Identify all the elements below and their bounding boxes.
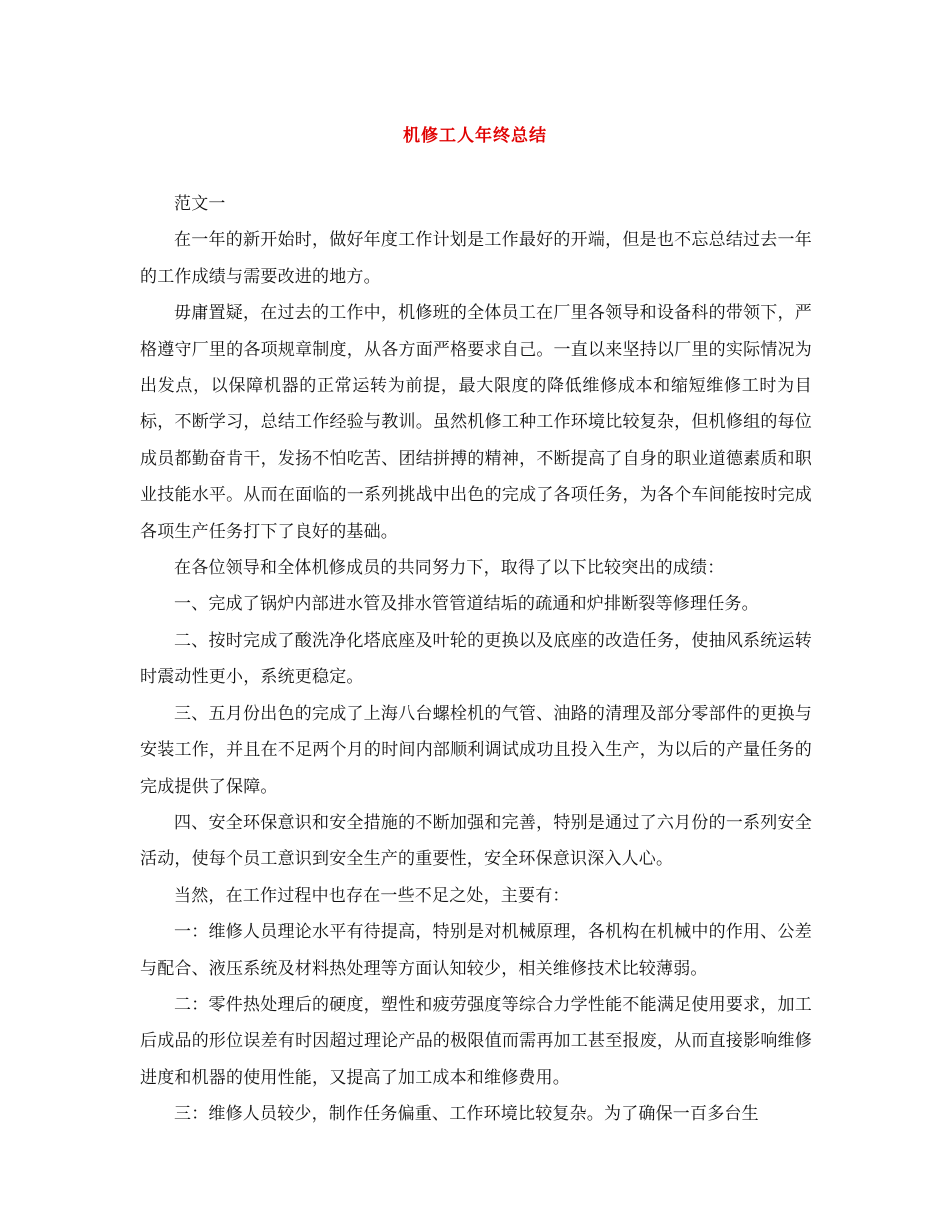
paragraph-intro: 在一年的新开始时，做好年度工作计划是工作最好的开端，但是也不忘总结过去一年的工作成绩与需要改进的地方。 (140, 230, 812, 287)
paragraph-shortcoming-1: 一：维修人员理论水平有待提高，特别是对机械原理，各机构在机械中的作用、公差与配合、液压系统及材料热处理等方面认知较少，相关维修技术比较薄弱。 (140, 922, 812, 979)
paragraph-achievements-lead: 在各位领导和全体机修成员的共同努力下，取得了以下比较突出的成绩： (174, 558, 725, 579)
paragraph-heading-sample-one: 范文一 (174, 194, 226, 214)
paragraph-achievement-1: 一、完成了锅炉内部进水管及排水管管道结垢的疏通和炉排断裂等修理任务。 (174, 594, 759, 615)
document-body (140, 186, 812, 1133)
paragraph-achievement-4: 四、安全环保意识和安全措施的不断加强和完善，特别是通过了六月份的一系列安全活动，使每个员工意识到安全生产的重要性，安全环保意识深入人心。 (140, 812, 812, 870)
paragraph-achievement-3: 三、五月份出色的完成了上海八台螺栓机的气管、油路的清理及部分零部件的更换与安装工作，并且在不足两个月的时间内部顺利调试成功且投入生产，为以后的产量任务的完成提供了保障。 (140, 703, 812, 797)
paragraph-shortcoming-2: 二：零件热处理后的硬度，塑性和疲劳强度等综合力学性能不能满足使用要求，加工后成品的形位误差有时因超过理论产品的极限值而需再加工甚至报废，从而直接影响维修进度和机器的使用性能，又提高了加工成本和维修费用。 (140, 994, 812, 1088)
paragraph-review: 毋庸置疑，在过去的工作中，机修班的全体员工在厂里各领导和设备科的带领下，严格遵守厂里的各项规章制度，从各方面严格要求自己。一直以来坚持以厂里的实际情况为出发点，以保障机器的正常运转为前提，最大限度的降低维修成本和缩短维修工时为目标，不断学习，总结工作经验与教训。虽然机修工种工作环境比较复杂，但机修组的每位成员都勤奋肯干，发扬不怕吃苦、团结拼搏的精神，不断提高了自身的职业道德素质和职业技能水平。从而在面临的一系列挑战中出色的完成了各项任务，为各个车间能按时完成各项生产任务打下了良好的基础。 (140, 303, 812, 542)
paragraph-shortcomings-lead: 当然，在工作过程中也存在一些不足之处，主要有： (174, 885, 570, 906)
paragraph-shortcoming-3: 三：维修人员较少，制作任务偏重、工作环境比较复杂。为了确保一百多台生 (174, 1104, 759, 1125)
paragraph-achievement-2: 二、按时完成了酸洗净化塔底座及叶轮的更换以及底座的改造任务，使抽风系统运转时震动性更小，系统更稳定。 (140, 630, 812, 688)
document-title: 机修工人年终总结 (403, 126, 547, 146)
